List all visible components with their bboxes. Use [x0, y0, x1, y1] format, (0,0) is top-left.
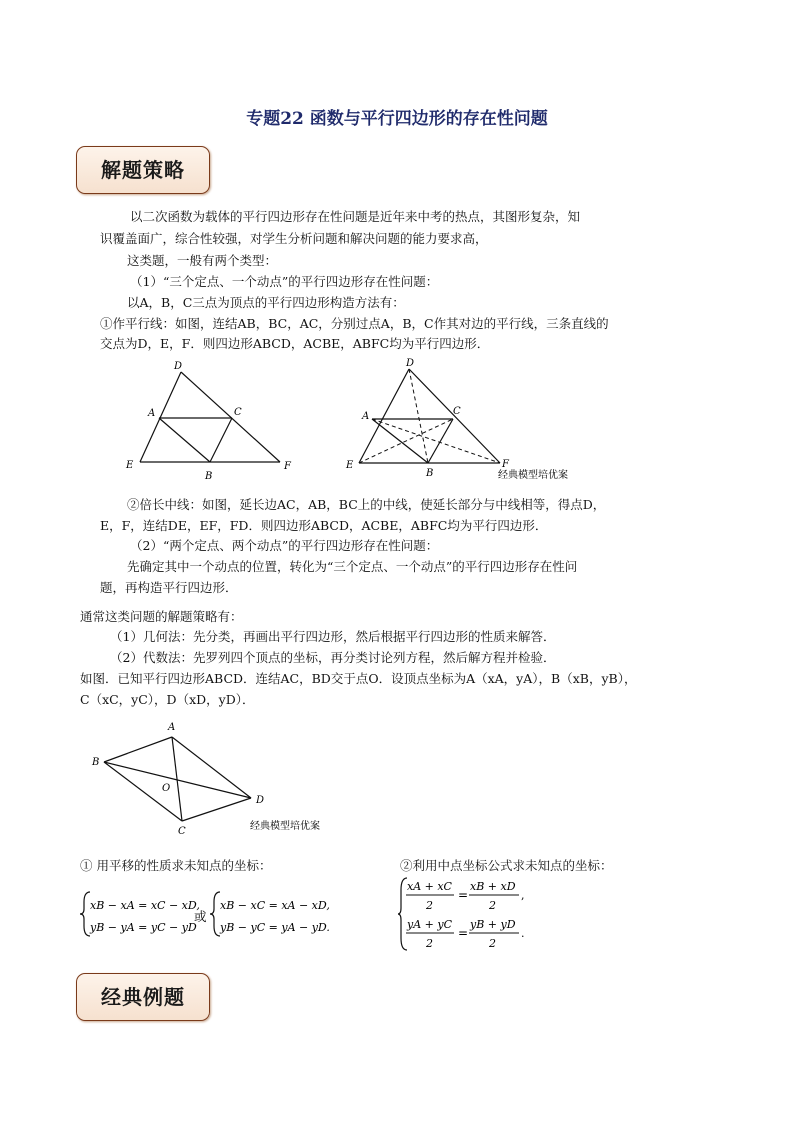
- fraction-denominator: 2: [426, 937, 433, 950]
- label-C: C: [453, 406, 461, 417]
- paragraph-line: 识覆盖面广，综合性较强，对学生分析问题和解决问题的能力要求高，: [100, 231, 488, 246]
- paragraph-line: 题，再构造平行四边形．: [100, 580, 238, 595]
- formula-line: xB − xA = xC − xD,: [90, 899, 200, 912]
- paragraph-line: 先确定其中一个动点的位置，转化为“三个定点、一个动点”的平行四边形存在性问: [127, 559, 578, 574]
- label-D: D: [174, 361, 183, 372]
- label-D: D: [406, 358, 415, 369]
- label-B: B: [92, 757, 100, 768]
- comma: ,: [521, 889, 525, 902]
- method-midpoint-label: ②利用中点坐标公式求未知点的坐标：: [400, 858, 613, 873]
- fraction-numerator: xB + xD: [470, 880, 516, 893]
- formula-midpoint: [398, 876, 548, 954]
- label-B: B: [205, 471, 213, 482]
- fraction-denominator: 2: [489, 937, 496, 950]
- label-A: A: [168, 722, 176, 733]
- equals-sign: =: [458, 888, 469, 902]
- or-label: 或: [194, 909, 207, 924]
- section-header-strategy: [76, 146, 210, 194]
- section-header-examples: [76, 973, 210, 1021]
- paragraph-line: 通常这类问题的解题策略有：: [80, 609, 243, 624]
- formula-line: xB − xC = xA − xD,: [220, 899, 330, 912]
- label-F: F: [502, 459, 509, 470]
- paragraph-line: 如图．已知平行四边形ABCD．连结AC，BD交于点O．设顶点坐标为A（xA，yA），B（xB，yB），: [80, 671, 637, 686]
- paragraph-line: （1）几何法：先分类，再画出平行四边形，然后根据平行四边形的性质来解答．: [110, 629, 556, 644]
- paragraph-line: C（xC，yC），D（xD，yD）．: [80, 692, 255, 707]
- fraction-numerator: xA + xC: [407, 880, 452, 893]
- period: .: [521, 927, 525, 940]
- label-E: E: [346, 460, 354, 471]
- fraction-numerator: yB + yD: [470, 918, 516, 931]
- label-F: F: [284, 461, 291, 472]
- paragraph-line: ②倍长中线：如图，延长边AC，AB，BC上的中线，使延长部分与中线相等，得点D，: [127, 497, 606, 512]
- equals-sign: =: [458, 926, 469, 940]
- formula-line: yB − yC = yA − yD.: [220, 921, 330, 934]
- watermark: 经典模型培优案: [250, 821, 320, 832]
- paragraph-line: （1）“三个定点、一个动点”的平行四边形存在性问题：: [130, 274, 439, 289]
- paragraph-line: 交点为D，E，F．则四边形ABCD，ACBE，ABFC均为平行四边形．: [100, 336, 490, 351]
- fraction-numerator: yA + yC: [407, 918, 452, 931]
- paragraph-line: 以A，B，C三点为顶点的平行四边形构造方法有：: [127, 295, 405, 310]
- fraction-denominator: 2: [426, 899, 433, 912]
- label-D: D: [256, 795, 265, 806]
- formula-translation: [80, 888, 340, 940]
- label-O: O: [162, 783, 171, 794]
- figure-parallel-lines: [120, 355, 300, 485]
- paragraph-line: 这类题，一般有两个类型：: [127, 253, 278, 268]
- label-A: A: [148, 408, 156, 419]
- paragraph-line: E，F，连结DE，EF，FD．则四边形ABCD，ACBE，ABFC均为平行四边形．: [100, 518, 548, 533]
- paragraph-line: ①作平行线：如图，连结AB，BC，AC，分别过点A，B，C作其对边的平行线，三条直线的: [100, 316, 609, 331]
- formula-line: yB − yA = yC − yD: [90, 921, 197, 934]
- label-A: A: [362, 411, 370, 422]
- method-translation-label: ① 用平移的性质求未知点的坐标：: [80, 858, 272, 873]
- label-C: C: [234, 407, 242, 418]
- figure-extended-medians: [340, 355, 568, 485]
- label-B: B: [426, 468, 434, 479]
- page-title: 专题22 函数与平行四边形的存在性问题: [246, 109, 548, 129]
- fraction-denominator: 2: [489, 899, 496, 912]
- paragraph-line: 以二次函数为载体的平行四边形存在性问题是近年来中考的热点，其图形复杂，知: [130, 209, 581, 224]
- watermark: 经典模型培优案: [498, 470, 568, 481]
- label-C: C: [178, 826, 186, 837]
- figure-parallelogram-abcd: [88, 715, 348, 840]
- section-header-label: 经典例题: [101, 985, 185, 1009]
- section-header-label: 解题策略: [101, 158, 185, 182]
- paragraph-line: （2）代数法：先罗列四个顶点的坐标，再分类讨论列方程，然后解方程并检验．: [110, 650, 556, 665]
- paragraph-line: （2）“两个定点、两个动点”的平行四边形存在性问题：: [130, 538, 439, 553]
- label-E: E: [126, 460, 134, 471]
